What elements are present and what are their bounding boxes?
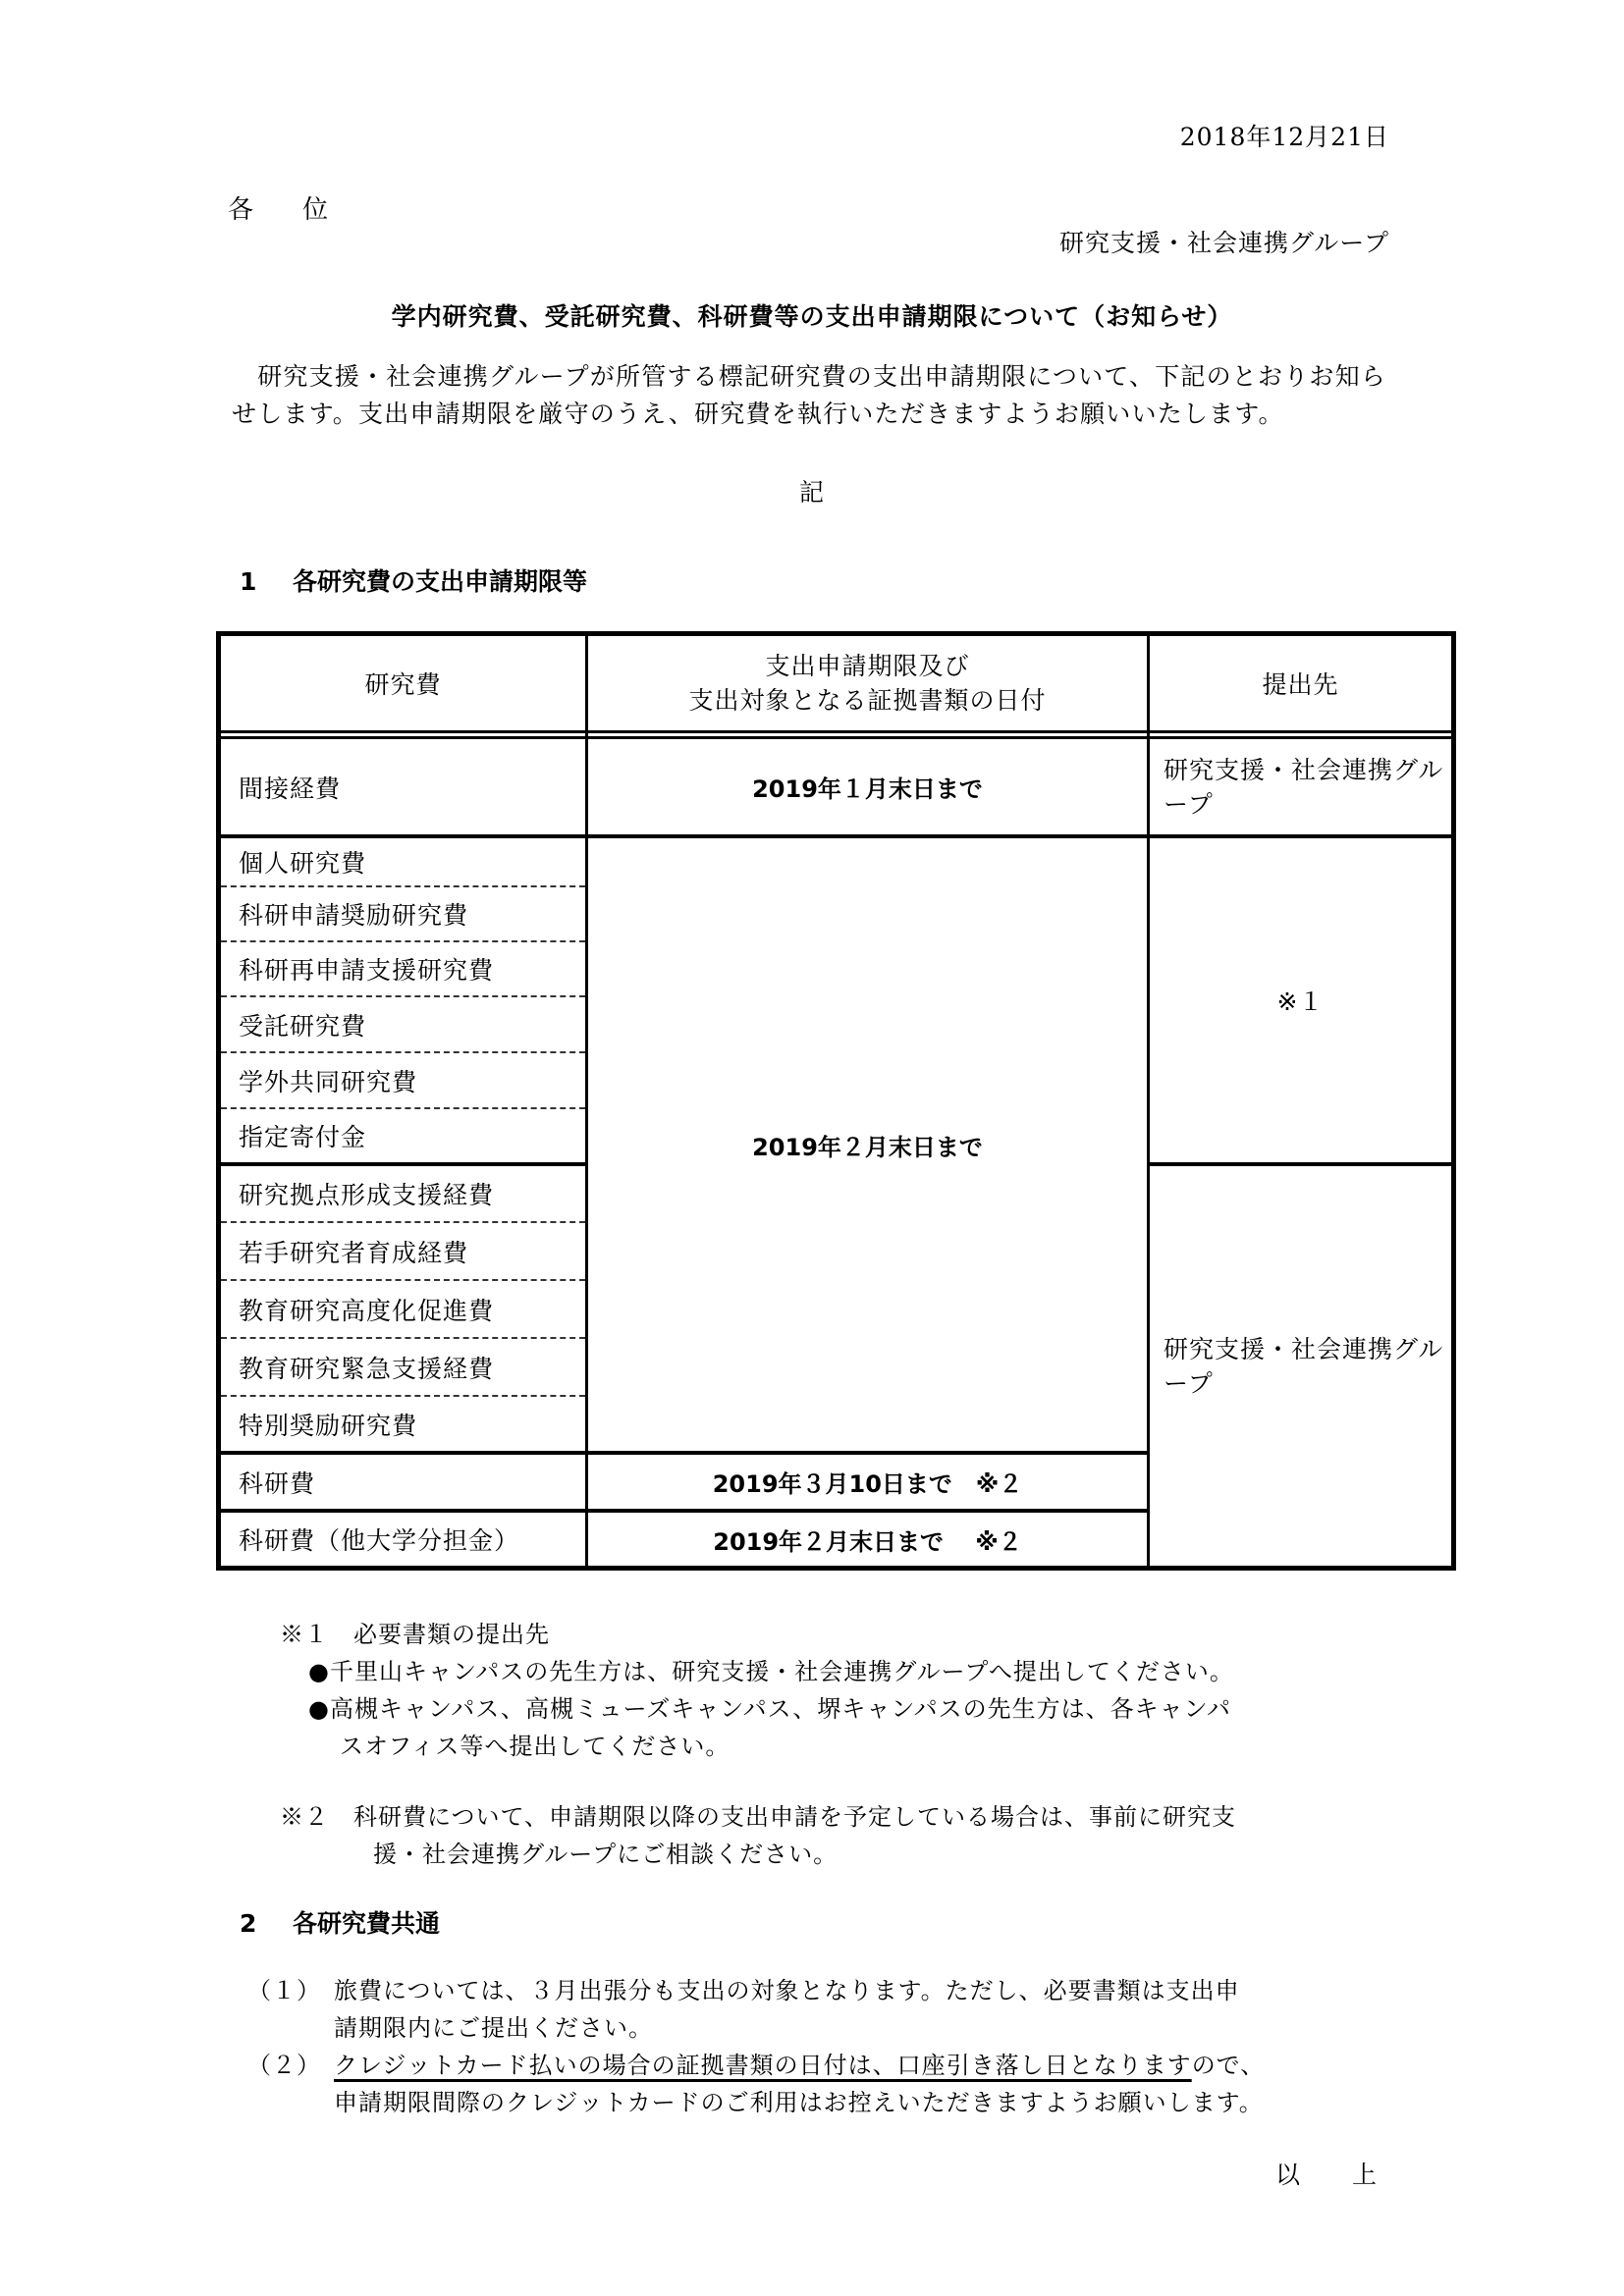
section-2-title: 各研究費共通 [293, 1909, 441, 1938]
destination-note1: ※１ [1276, 988, 1325, 1016]
header-destination: 提出先 [1262, 670, 1339, 699]
item-text: ので、 [1191, 2052, 1266, 2079]
table-border-right [1451, 631, 1456, 1571]
fund-cell: 特別奨励研究費 [239, 1411, 418, 1440]
note-1-label: ※１ 必要書類の提出先 [280, 1621, 550, 1648]
fund-cell: 科研費（他大学分担金） [239, 1526, 520, 1555]
fund-cell: 学外共同研究費 [239, 1067, 418, 1096]
fund-cell: 間接経費 [239, 774, 342, 803]
common-item-2 [247, 2046, 1265, 2080]
document-title: 学内研究費、受託研究費、科研費等の支出申請期限について（お知らせ） [391, 302, 1233, 331]
common-item-1-continued: 請期限内にご提出ください。 [334, 2014, 653, 2042]
fund-cell: 教育研究緊急支援経費 [239, 1354, 495, 1383]
common-item-2-continued: 申請期限間際のクレジットカードのご利用はお控えいただきますようお願いします。 [334, 2089, 1264, 2116]
note-1-bullet: ●千里山キャンパスの先生方は、研究支援・社会連携グループへ提出してください。 [308, 1658, 1234, 1685]
destination-cell-merged: 研究支援・社会連携グループ [1164, 1334, 1444, 1398]
fund-cell: 研究拠点形成支援経費 [239, 1181, 495, 1209]
intro-paragraph: 研究支援・社会連携グループが所管する標記研究費の支出申請期限について、下記のとおりお知らせします。支出申請期限を厳守のうえ、研究費を執行いただきますようお願いいたします。 [232, 362, 1387, 428]
document-date: 2018年12月21日 [1179, 123, 1389, 151]
common-item-1 [247, 1971, 1240, 2005]
header-deadline-line2: 支出対象となる証拠書類の日付 [688, 686, 1047, 715]
addressee: 各 位 [228, 195, 341, 225]
fund-cell: 教育研究高度化促進費 [239, 1296, 495, 1325]
section-1-number: 1 [240, 567, 257, 596]
note-1-bullet-continued: スオフィス等へ提出してください。 [340, 1733, 731, 1760]
fund-cell: 科研費 [239, 1468, 316, 1498]
item-text: 旅費については、３月出張分も支出の対象となります。ただし、必要書類は支出申 [334, 1977, 1240, 2004]
header-fund: 研究費 [364, 670, 442, 699]
section-2-heading [240, 1904, 440, 1940]
note-1-bullet: ●高槻キャンパス、高槻ミューズキャンパス、堺キャンパスの先生方は、各キャンパ [308, 1695, 1231, 1723]
fund-cell: 受託研究費 [239, 1011, 367, 1041]
destination-cell: 研究支援・社会連携グループ [1164, 755, 1444, 819]
header-deadline-line1: 支出申請期限及び [765, 652, 970, 680]
section-1-title: 各研究費の支出申請期限等 [293, 567, 588, 596]
section-2-number: 2 [240, 1909, 257, 1938]
fund-cell: 科研申請奨励研究費 [239, 901, 469, 930]
fund-cell: 個人研究費 [239, 849, 367, 878]
closing-mark: 以 上 [1274, 2161, 1390, 2189]
item-text-underlined: クレジットカード払いの場合の証拠書類の日付は、口座引き落し日となります [334, 2052, 1192, 2079]
deadline-cell: 2019年２月末日まで ※２ [713, 1527, 1022, 1556]
section-1-heading [240, 562, 587, 598]
header-deadline [588, 636, 1147, 730]
deadline-cell-merged: 2019年２月末日まで [752, 1133, 983, 1161]
header-divider-a [216, 730, 1456, 733]
fund-cell: 科研再申請支援研究費 [239, 956, 495, 985]
note-2-continued: 援・社会連携グループにご相談ください。 [373, 1841, 839, 1868]
note-2-text: ※２ 科研費について、申請期限以降の支出申請を予定している場合は、事前に研究支 [280, 1803, 1237, 1831]
deadline-cell: 2019年１月末日まで [752, 775, 983, 803]
fund-cell: 若手研究者育成経費 [239, 1238, 469, 1267]
sender-organization: 研究支援・社会連携グループ [1058, 229, 1389, 257]
item-label: （１） [247, 1977, 321, 2004]
fund-cell: 指定寄付金 [239, 1123, 367, 1151]
ki-marker: 記 [798, 478, 825, 507]
deadline-table [216, 631, 1456, 1571]
table-border-bottom [216, 1566, 1456, 1571]
item-label: （２） [247, 2052, 321, 2079]
deadline-cell: 2019年３月10日まで ※２ [712, 1470, 1023, 1498]
